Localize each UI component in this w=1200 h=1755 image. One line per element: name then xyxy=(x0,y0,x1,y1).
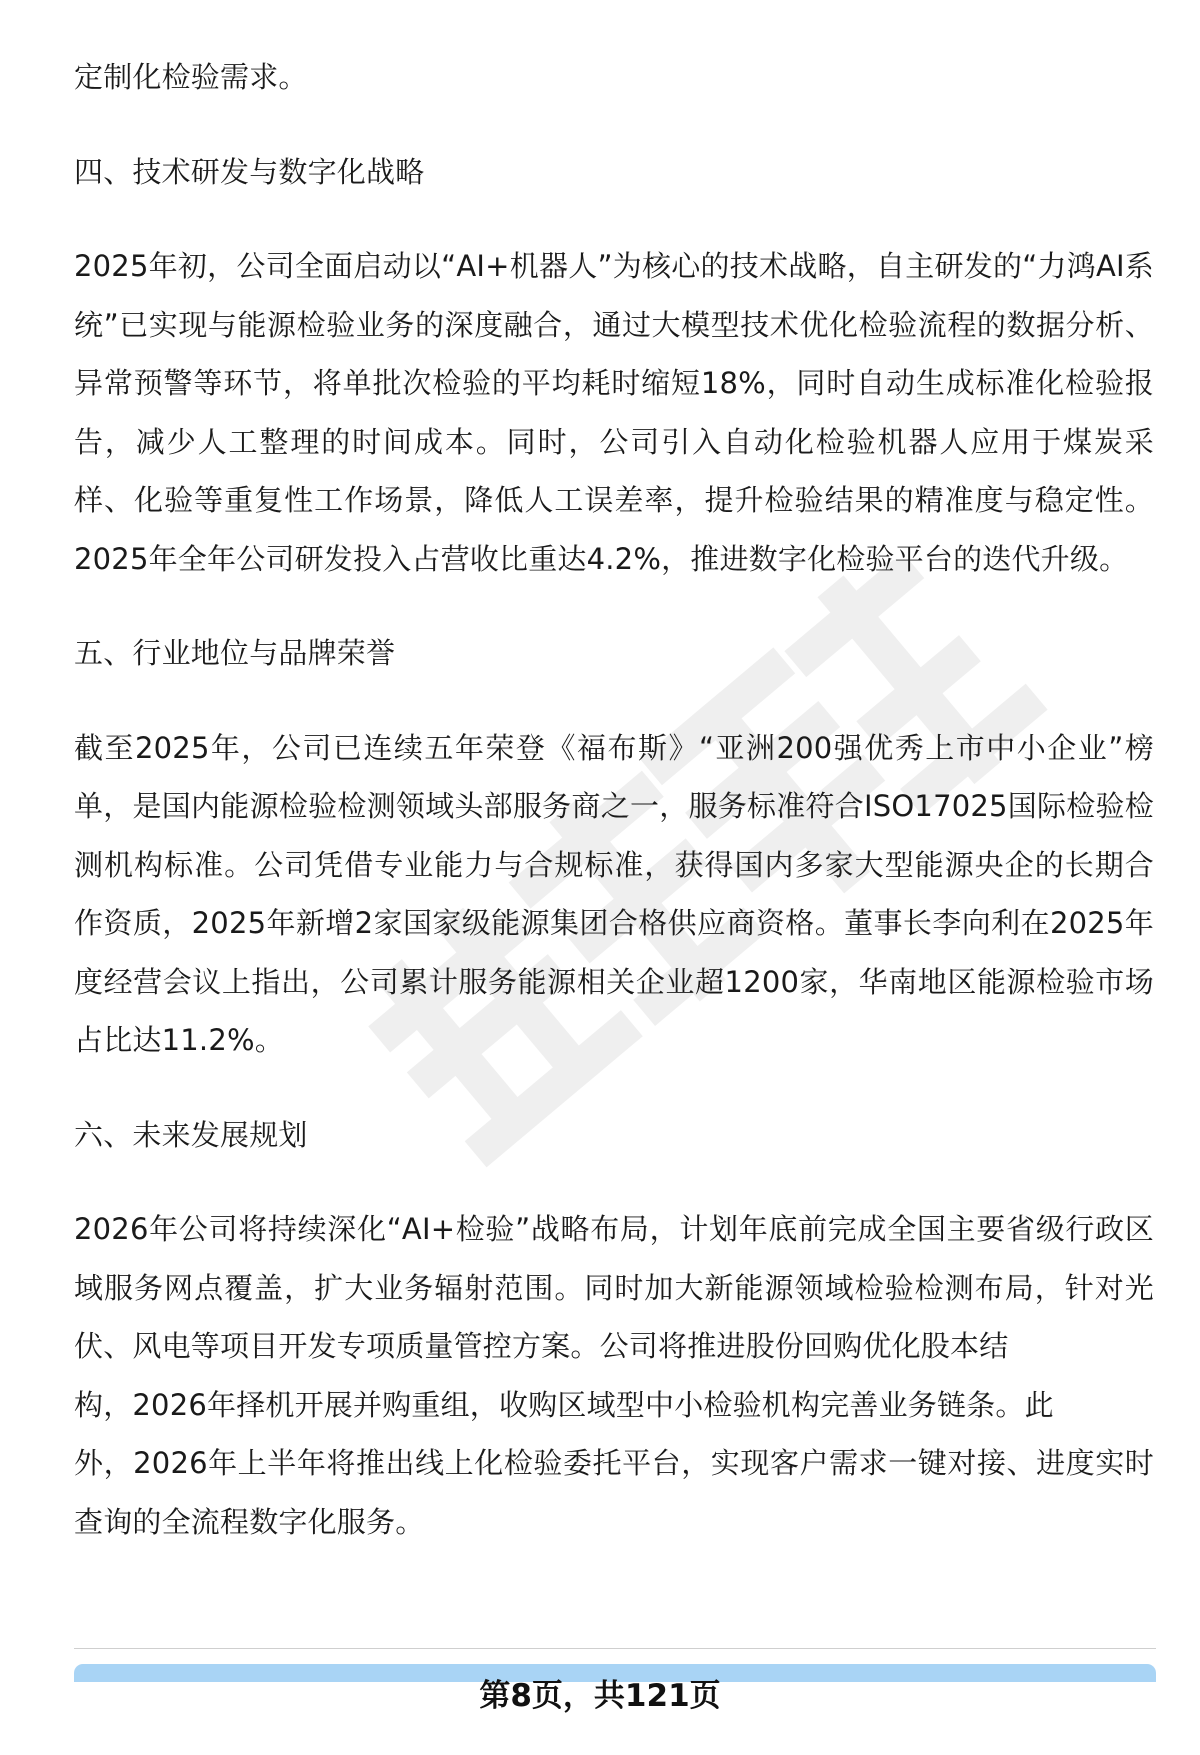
section-heading-tech: 四、技术研发与数字化战略 xyxy=(74,154,425,189)
paragraph-continuation: 定制化检验需求。 xyxy=(74,60,308,94)
paragraph-future-plan-3: 外，2026年上半年将推出线上化检验委托平台，实现客户需求一键对接、进度实时查询的全流程数字化服务。 xyxy=(74,1446,1154,1539)
paragraph-future-plan-1: 2026年公司将持续深化“AI+检验”战略布局，计划年底前完成全国主要省级行政区域服务网点覆盖，扩大业务辐射范围。同时加大新能源领域检验检测布局，针对光伏、风电等项目开发专项质量管控方案。公司将推进股份回购优化股本结 xyxy=(74,1212,1154,1363)
paragraph-future-plan-2: 构，2026年择机开展并购重组，收购区域型中小检验机构完善业务链条。此 xyxy=(74,1387,1054,1422)
section-heading-industry: 五、行业地位与品牌荣誉 xyxy=(74,636,396,670)
footer-divider xyxy=(74,1648,1156,1649)
section-heading-future: 六、未来发展规划 xyxy=(74,1117,308,1152)
document-body xyxy=(74,48,1154,1551)
paragraph-tech-strategy: 2025年初，公司全面启动以“AI+机器人”为核心的技术战略，自主研发的“力鸿AI系统”已实现与能源检验业务的深度融合，通过大模型技术优化检验流程的数据分析、异常预警等环节，将单批次检验的平均耗时缩短18%，同时自动生成标准化检验报告，减少人工整理的时间成本。同时，公司引入自动化检验机器人应用于煤炭采样、化验等重复性工作场景，降低人工误差率，提升检验结果的精准度与稳定性。2025年全年公司研发投入占营收比重达4.2%，推进数字化检验平台的迭代升级。 xyxy=(74,249,1154,576)
page-number: 第8页，共121页 xyxy=(479,1678,721,1714)
paragraph-industry-position: 截至2025年，公司已连续五年荣登《福布斯》“亚洲200强优秀上市中小企业”榜单，是国内能源检验检测领域头部服务商之一，服务标准符合ISO17025国际检验检测机构标准。公司凭借专业能力与合规标准，获得国内多家大型能源央企的长期合作资质，2025年新增2家国家级能源集团合格供应商资格。董事长李向利在2025年度经营会议上指出，公司累计服务能源相关企业超1200家，华南地区能源检验市场占比达11.2%。 xyxy=(74,730,1154,1057)
